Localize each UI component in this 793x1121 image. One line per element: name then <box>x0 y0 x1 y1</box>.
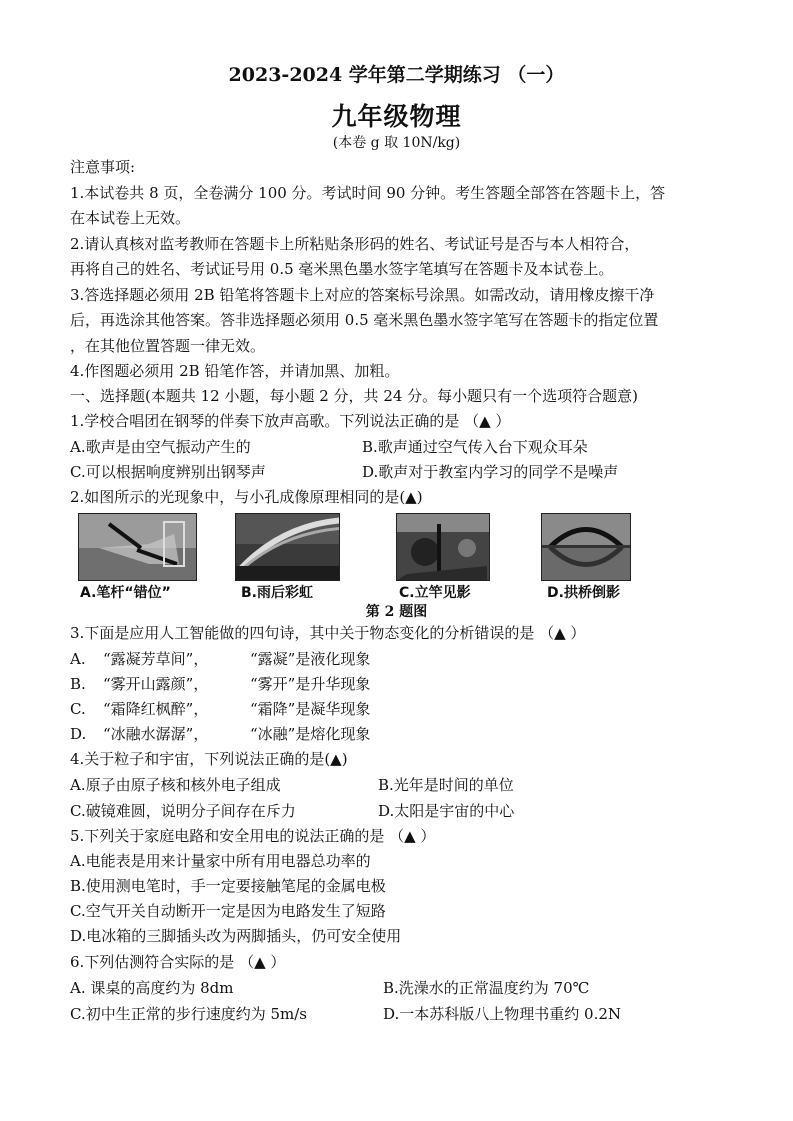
pole-shadow-image <box>397 514 489 580</box>
note-line: 2.请认真核对监考教师在答题卡上所粘贴条形码的姓名、考试证号是否与本人相符合， <box>70 235 640 253</box>
note-line: 4.作图题必须用 2B 铅笔作答，并请加黑、加粗。 <box>70 362 400 380</box>
q2-stem: 2.如图所示的光现象中，与小孔成像原理相同的是(▲) <box>70 488 423 506</box>
exam-title: 2023-2024 学年第二学期练习 （一） <box>228 64 565 86</box>
q1-option-a: A.歌声是由空气振动产生的 <box>70 438 251 456</box>
q3-option-analysis: “雾开”是升华现象 <box>250 675 371 693</box>
section-heading: 一、选择题(本题共 12 小题，每小题 2 分，共 24 分。每小题只有一个选项符合题意) <box>70 387 639 405</box>
photo-pole-shadow <box>396 513 490 581</box>
q2-figure-caption: 第 2 题图 <box>365 604 428 620</box>
q3-option-analysis: “霜降”是凝华现象 <box>250 700 371 718</box>
q6-option-a: A. 课桌的高度约为 8dm <box>70 979 234 997</box>
q3-option-poem: “雾开山露颜”， <box>103 675 209 693</box>
q3-option-analysis: “冰融”是熔化现象 <box>250 725 371 743</box>
q6-option-d: D.一本苏科版八上物理书重约 0.2N <box>383 1005 622 1023</box>
q1-option-b: B.歌声通过空气传入台下观众耳朵 <box>362 438 588 456</box>
note-line: 后，再选涂其他答案。答非选择题必须用 0.5 毫米黑色墨水签字笔写在答题卡的指定位置 <box>70 311 659 329</box>
q3-option-letter: C. <box>70 700 86 718</box>
photo-rainbow <box>235 513 340 581</box>
q2-caption-d: D.拱桥倒影 <box>547 585 620 601</box>
q3-option-poem: “冰融水潺潺”， <box>103 725 209 743</box>
note-line: 在本试卷上无效。 <box>70 209 191 227</box>
q3-option-analysis: “露凝”是液化现象 <box>250 650 371 668</box>
q5-stem: 5.下列关于家庭电路和安全用电的说法正确的是 （▲ ） <box>70 827 436 845</box>
notes-heading: 注意事项: <box>70 158 136 176</box>
subject-title: 九年级物理 <box>331 102 462 131</box>
note-line: ，在其他位置答题一律无效。 <box>70 337 266 355</box>
q1-option-c: C.可以根据响度辨别出钢琴声 <box>70 463 266 481</box>
note-line: 3.答选择题必须用 2B 铅笔将答题卡上对应的答案标号涂黑。如需改动，请用橡皮擦干净 <box>70 286 655 304</box>
q4-option-b: B.光年是时间的单位 <box>378 776 514 794</box>
q6-option-b: B.洗澡水的正常温度约为 70℃ <box>383 979 590 997</box>
q4-option-c: C.破镜难圆，说明分子间存在斥力 <box>70 802 296 820</box>
q3-option-poem: “霜降红枫醉”， <box>103 700 209 718</box>
q4-option-a: A.原子由原子核和核外电子组成 <box>70 776 281 794</box>
q3-stem: 3.下面是应用人工智能做的四句诗，其中关于物态变化的分析错误的是 （▲ ） <box>70 624 586 642</box>
q6-stem: 6.下列估测符合实际的是 （▲ ） <box>70 953 286 971</box>
q5-option-d: D.电冰箱的三脚插头改为两脚插头，仍可安全使用 <box>70 927 402 945</box>
q3-option-letter: B. <box>70 675 86 693</box>
q3-option-letter: D. <box>70 725 87 743</box>
q2-caption-a: A.笔杆“错位” <box>80 585 171 601</box>
q3-option-poem: “露凝芳草间”， <box>103 650 209 668</box>
q5-option-b: B.使用测电笔时，手一定要接触笔尾的金属电极 <box>70 877 386 895</box>
photo-pencil-in-water <box>78 513 197 581</box>
q4-stem: 4.关于粒子和宇宙，下列说法正确的是(▲) <box>70 750 348 768</box>
photo-bridge-reflection <box>541 513 631 581</box>
q2-caption-c: C.立竿见影 <box>399 585 471 601</box>
rainbow-image <box>236 514 339 580</box>
constant-note: (本卷 g 取 10N/kg) <box>332 135 461 151</box>
q5-option-a: A.电能表是用来计量家中所有用电器总功率的 <box>70 852 371 870</box>
q1-option-d: D.歌声对于教室内学习的同学不是噪声 <box>362 463 619 481</box>
q5-option-c: C.空气开关自动断开一定是因为电路发生了短路 <box>70 902 386 920</box>
note-line: 1.本试卷共 8 页，全卷满分 100 分。考试时间 90 分钟。考生答题全部答在答题卡上，答 <box>70 184 666 202</box>
q6-option-c: C.初中生正常的步行速度约为 5m/s <box>70 1005 307 1023</box>
pencil-in-water-image <box>79 514 196 580</box>
note-line: 再将自己的姓名、考试证号用 0.5 毫米黑色墨水签字笔填写在答题卡及本试卷上。 <box>70 260 614 278</box>
bridge-reflection-image <box>542 514 630 580</box>
q4-option-d: D.太阳是宇宙的中心 <box>378 802 515 820</box>
q2-caption-b: B.雨后彩虹 <box>241 585 313 601</box>
q1-stem: 1.学校合唱团在钢琴的伴奏下放声高歌。下列说法正确的是 （▲ ） <box>70 412 511 430</box>
q3-option-letter: A. <box>70 650 86 668</box>
